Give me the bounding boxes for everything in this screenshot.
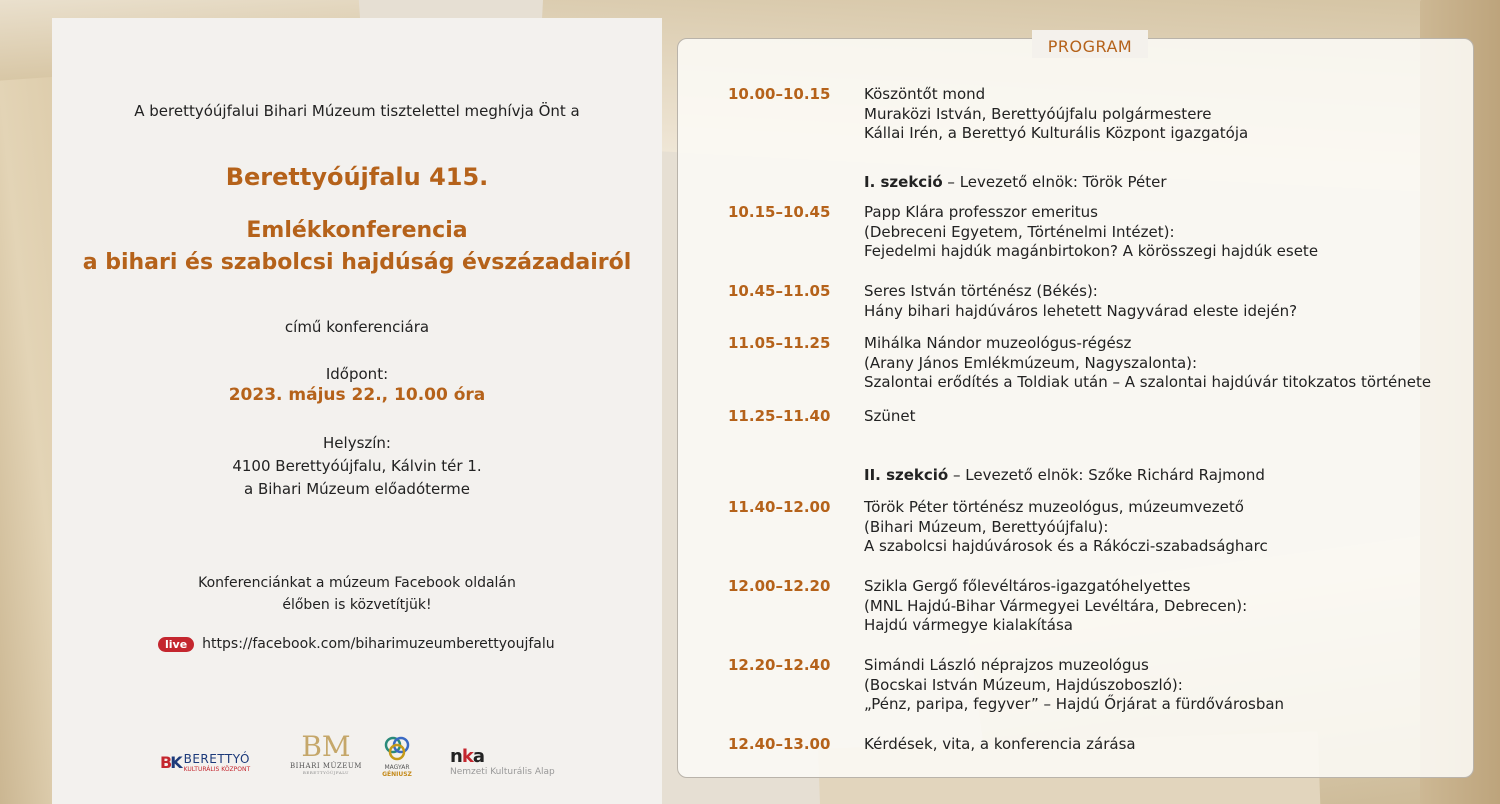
program-time: 11.05–11.25 (728, 334, 831, 352)
time-label: Időpont: (325, 365, 389, 383)
invitation-sub: című konferenciára (284, 318, 430, 336)
program-title: PROGRAM (1032, 30, 1148, 58)
event-time: 2023. május 22., 10.00 óra (228, 385, 486, 405)
program-line: (Bihari Múzeum, Berettyóújfalu): (864, 517, 1109, 536)
live-badge: live (158, 637, 194, 652)
nka-k: k (461, 746, 473, 767)
program-details (864, 85, 1464, 144)
bm-logo-name: BIHARI MÚZEUM (290, 762, 362, 770)
invitation-intro: A berettyóújfalui Bihari Múzeum tisztelettel meghívja Önt a (134, 102, 580, 120)
program-line: Mihálka Nándor muzeológus-régész (864, 334, 1132, 352)
program-line: Kállai Irén, a Berettyó Kulturális Központ igazgatója (864, 124, 1249, 142)
program-details (864, 735, 1464, 755)
program-line: Seres István történész (Békés): (864, 282, 1098, 300)
magyar-geniusz-logo (382, 736, 412, 778)
program-details (864, 334, 1464, 393)
mg-logo-text (382, 764, 412, 778)
mg-line-1: MAGYAR (384, 764, 410, 771)
program-line: Hány bihari hajdúváros lehetett Nagyvárad eleste idején? (864, 301, 1298, 320)
bk-mark-b: B (160, 753, 171, 772)
program-details (864, 407, 1464, 427)
nka-mark (450, 746, 484, 767)
program-time: 12.20–12.40 (728, 656, 831, 674)
bm-monogram: BM (301, 730, 351, 763)
program-details (864, 498, 1464, 557)
program-time: 12.40–13.00 (728, 735, 831, 753)
stream-note-line-2: élőben is közvetítjük! (282, 597, 432, 613)
program-line: A szabolcsi hajdúvárosok és a Rákóczi-szabadságharc (864, 537, 1268, 555)
program-time: 10.00–10.15 (728, 85, 831, 103)
section-1-title: I. szekció (864, 173, 943, 191)
bihari-muzeum-logo (290, 732, 362, 775)
program-time: 12.00–12.20 (728, 577, 831, 595)
program-time: 10.45–11.05 (728, 282, 831, 300)
section-2-header (864, 466, 1265, 484)
program-line: (Debreceni Egyetem, Történelmi Intézet): (864, 222, 1175, 241)
mg-line-2: GÉNIUSZ (382, 771, 412, 778)
program-line: Szikla Gergő főlevéltáros-igazgatóhelyettes (864, 577, 1191, 595)
program-line: (Bocskai István Múzeum, Hajdúszoboszló): (864, 675, 1183, 694)
program-line: (MNL Hajdú-Bihar Vármegyei Levéltára, Debrecen): (864, 596, 1248, 615)
place-label: Helyszín: (323, 434, 391, 452)
invitation-panel (52, 18, 662, 804)
program-line: Szalontai erődítés a Toldiak után – A szalontai hajdúvár titokzatos története (864, 373, 1432, 391)
program-time: 11.40–12.00 (728, 498, 831, 516)
program-line: Kérdések, vita, a konferencia zárása (864, 735, 1136, 753)
nka-logo (450, 746, 555, 777)
place-address: 4100 Berettyóújfalu, Kálvin tér 1. (232, 457, 482, 475)
bk-logo-name: BERETTYÓ (183, 752, 250, 766)
facebook-url[interactable]: https://facebook.com/biharimuzeumberettyoujfalu (202, 636, 555, 652)
program-time: 11.25–11.40 (728, 407, 831, 425)
program-line: Török Péter történész muzeológus, múzeumvezető (864, 498, 1244, 516)
program-line: (Arany János Emlékmúzeum, Nagyszalonta): (864, 353, 1198, 372)
subtitle-line-2: a bihari és szabolcsi hajdúság évszázadairól (82, 250, 632, 275)
program-line: Hajdú vármegye kialakítása (864, 616, 1073, 634)
section-2-title: II. szekció (864, 466, 949, 484)
program-line: Fejedelmi hajdúk magánbirtokon? A körösszegi hajdúk esete (864, 242, 1319, 260)
section-1-header (864, 173, 1167, 191)
conference-subtitle (52, 215, 662, 279)
section-2-chair: – Levezető elnök: Szőke Richárd Rajmond (948, 466, 1265, 484)
program-details (864, 282, 1464, 321)
program-line: Szünet (864, 407, 916, 425)
program-line: Köszöntőt mond (864, 85, 986, 103)
subtitle-line-1: Emlékkonferencia (246, 218, 468, 243)
nka-a: a (472, 746, 484, 767)
program-details (864, 656, 1464, 715)
program-details (864, 203, 1464, 262)
program-details (864, 577, 1464, 636)
berettyo-kulturalis-kozpont-logo (160, 752, 250, 773)
nka-n: n (450, 746, 462, 767)
stream-note-line-1: Konferenciánkat a múzeum Facebook oldalán (198, 575, 516, 591)
program-line: Muraközi István, Berettyóújfalu polgármestere (864, 104, 1212, 123)
bk-mark-k: K (170, 753, 181, 772)
facebook-live-link[interactable] (158, 636, 555, 652)
conference-title: Berettyóújfalu 415. (225, 163, 489, 191)
program-time: 10.15–10.45 (728, 203, 831, 221)
program-line: „Pénz, paripa, fegyver” – Hajdú Őrjárat a fürdővárosban (864, 695, 1285, 713)
place-room: a Bihari Múzeum előadóterme (244, 480, 470, 498)
magyar-geniusz-icon (382, 736, 412, 762)
program-line: Papp Klára professzor emeritus (864, 203, 1098, 221)
bm-logo-sub: BERETTYÓÚJFALU (302, 770, 350, 775)
nka-logo-name: Nemzeti Kulturális Alap (450, 767, 555, 777)
sponsor-logos (160, 732, 580, 782)
section-1-chair: – Levezető elnök: Török Péter (942, 173, 1167, 191)
program-line: Simándi László néprajzos muzeológus (864, 656, 1149, 674)
bk-logo-sub: KULTURÁLIS KÖZPONT (183, 766, 251, 773)
bk-logo-mark (160, 753, 181, 772)
